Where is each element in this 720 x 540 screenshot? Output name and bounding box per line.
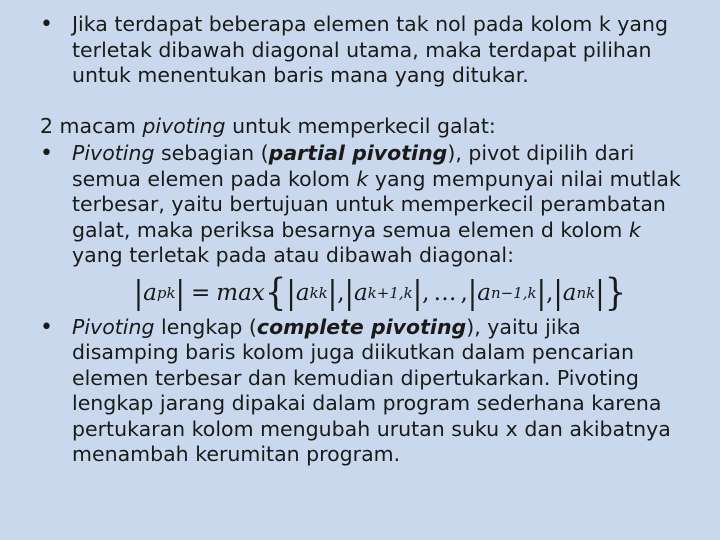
heading-italic: pivoting	[142, 113, 226, 138]
bullet-item-partial-pivoting	[0, 141, 720, 269]
heading-suffix: untuk memperkecil galat:	[225, 113, 496, 138]
partial-term: partial pivoting	[268, 141, 448, 165]
partial-k1: k	[356, 166, 369, 191]
bullet-dot: •	[40, 141, 53, 166]
partial-text3: yang mempunyai nilai mutlak terbesar, yaitu bertujuan untuk memperkecil perambatan galat, maka periksa besarnya semua elemen d kolom	[72, 166, 681, 242]
partial-lead: Pivoting	[72, 141, 155, 165]
complete-text1: lengkap (	[154, 314, 257, 339]
complete-lead: Pivoting	[72, 314, 155, 339]
bullet-text: Jika terdapat beberapa elemen tak nol pada kolom k yang terletak dibawah diagonal utama, maka terdapat pilihan untuk menentukan baris mana yang ditukar.	[72, 12, 668, 87]
partial-text4: yang terletak pada atau dibawah diagonal:	[72, 243, 515, 267]
partial-k2: k	[628, 217, 641, 242]
heading-prefix: 2 macam	[40, 113, 143, 138]
bullet-item-row-selection	[0, 12, 720, 89]
partial-text1: sebagian (	[154, 141, 269, 165]
complete-term: complete pivoting	[256, 314, 467, 339]
bullet-item-complete-pivoting	[0, 315, 720, 468]
bullet-dot: •	[40, 314, 53, 340]
bullet-dot: •	[40, 12, 53, 37]
partial-text2: ), pivot dipilih dari semua elemen pada kolom	[72, 141, 635, 191]
complete-text2: ), yaitu jika disamping baris kolom juga diikutkan dalam pencarian elemen terbesar dan kemudian dipertukarkan. Pivoting lengkap jarang dipakai dalam program sederhana karena pertukaran kolom mengubah urutan suku x dan akibatnya menambah kerumitan program.	[72, 314, 671, 466]
max-formula: | a pk | = max { | a kk | , | a k+1,k | , … , | a n−1,k | , | a nk | }	[133, 270, 627, 315]
section-heading	[0, 114, 720, 140]
